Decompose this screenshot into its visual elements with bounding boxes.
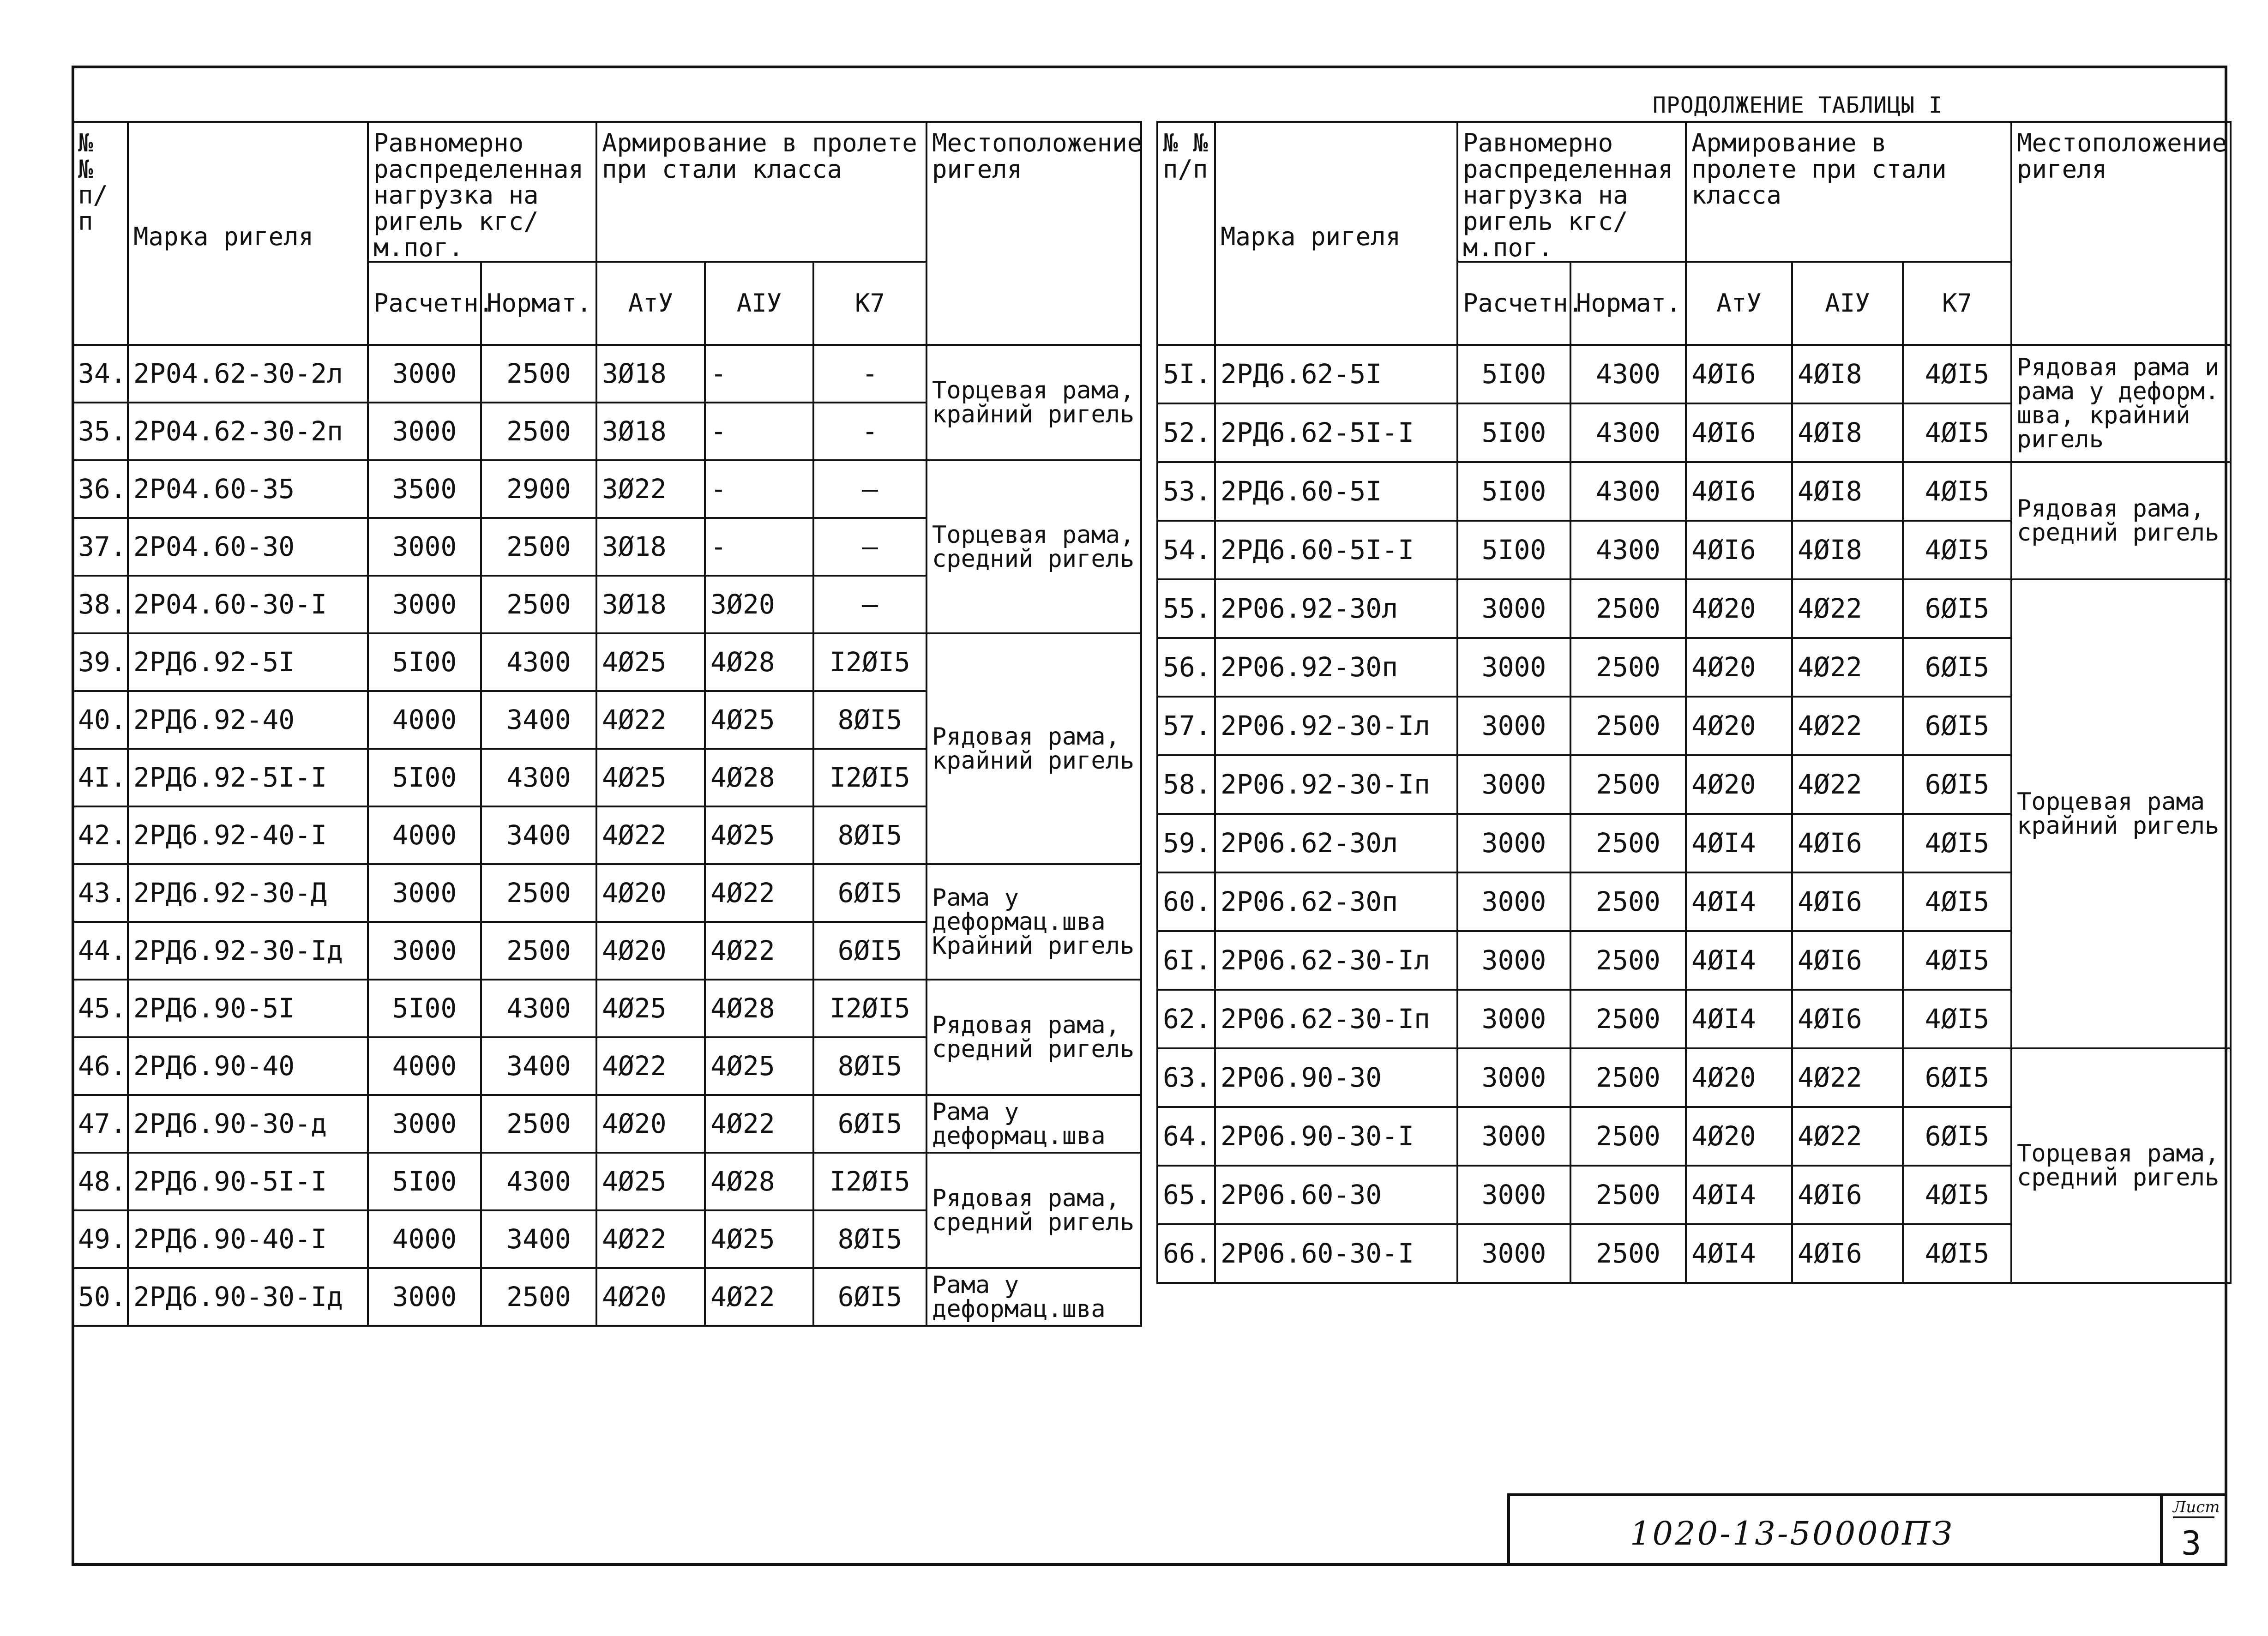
- table-row: [72, 980, 1141, 1037]
- row-number: 65.: [1157, 1166, 1215, 1224]
- row-number: 42.: [72, 806, 128, 864]
- row-number: 43.: [72, 864, 128, 922]
- calc-load: 3000: [368, 922, 481, 980]
- norm-load: 3400: [481, 806, 596, 864]
- rebar-atv: 4Ø20: [596, 1095, 705, 1153]
- beam-mark: 2РД6.90-30-Iд: [128, 1268, 368, 1326]
- beam-mark: 2Р06.90-30-I: [1215, 1107, 1457, 1166]
- norm-load: 2500: [1570, 814, 1686, 872]
- header-norm: Нормат.: [481, 262, 596, 345]
- rebar-aiv: -: [705, 403, 813, 460]
- calc-load: 3000: [368, 1095, 481, 1153]
- table-row: [72, 1095, 1141, 1153]
- row-number: 4I.: [72, 749, 128, 806]
- norm-load: 4300: [481, 633, 596, 691]
- calc-load: 3000: [1457, 872, 1570, 931]
- beam-mark: 2Р04.62-30-2л: [128, 345, 368, 403]
- rebar-atv: 4Ø22: [596, 1210, 705, 1268]
- rebar-k7: 6ØI5: [813, 864, 926, 922]
- row-number: 49.: [72, 1210, 128, 1268]
- rebar-k7: 4ØI5: [1903, 814, 2011, 872]
- beam-mark: 2Р06.62-30-Iп: [1215, 990, 1457, 1048]
- beam-mark: 2РД6.62-5I: [1215, 345, 1457, 403]
- rebar-atv: 4Ø20: [596, 1268, 705, 1326]
- rebar-aiv: 4Ø25: [705, 1037, 813, 1095]
- rebar-k7: 8ØI5: [813, 1210, 926, 1268]
- calc-load: 5I00: [1457, 345, 1570, 403]
- norm-load: 4300: [1570, 345, 1686, 403]
- sheet-label: Лист: [2173, 1498, 2214, 1518]
- row-number: 55.: [1157, 579, 1215, 638]
- rebar-k7: I2ØI5: [813, 633, 926, 691]
- norm-load: 2500: [481, 518, 596, 576]
- location-cell: Торцевая рама, средний ригель: [2011, 1048, 2231, 1283]
- rebar-atv: 4ØI4: [1686, 814, 1792, 872]
- norm-load: 4300: [1570, 403, 1686, 462]
- norm-load: 2500: [1570, 1107, 1686, 1166]
- header-aiv: АIУ: [1792, 262, 1903, 345]
- table-row: [72, 633, 1141, 691]
- calc-load: 3000: [1457, 814, 1570, 872]
- rebar-aiv: 4Ø22: [705, 1095, 813, 1153]
- rebar-atv: 4Ø20: [1686, 1107, 1792, 1166]
- row-number: 38.: [72, 576, 128, 633]
- rebar-k7: —: [813, 518, 926, 576]
- norm-load: 2500: [1570, 990, 1686, 1048]
- norm-load: 2500: [481, 1095, 596, 1153]
- rebar-aiv: 4Ø22: [1792, 1048, 1903, 1107]
- beam-mark: 2Р04.60-30-I: [128, 576, 368, 633]
- beam-mark: 2РД6.92-30-Iд: [128, 922, 368, 980]
- rebar-aiv: 4ØI6: [1792, 1224, 1903, 1283]
- rebar-atv: 4Ø20: [1686, 638, 1792, 697]
- calc-load: 3000: [368, 518, 481, 576]
- rebar-k7: 8ØI5: [813, 1037, 926, 1095]
- beam-mark: 2РД6.90-40-I: [128, 1210, 368, 1268]
- rebar-k7: 6ØI5: [1903, 579, 2011, 638]
- row-number: 46.: [72, 1037, 128, 1095]
- rebar-aiv: 4Ø25: [705, 691, 813, 749]
- rebar-k7: 6ØI5: [813, 922, 926, 980]
- row-number: 56.: [1157, 638, 1215, 697]
- header-load: Равномерно распределенная нагрузка на ригель кгс/м.пог.: [368, 122, 596, 262]
- header-reinforcement: Армирование в пролете при стали класса: [1686, 122, 2011, 262]
- rebar-k7: -: [813, 403, 926, 460]
- row-number: 6I.: [1157, 931, 1215, 990]
- header-calc: Расчетн.: [1457, 262, 1570, 345]
- norm-load: 3400: [481, 691, 596, 749]
- rebar-atv: 4Ø20: [1686, 697, 1792, 755]
- rebar-k7: 6ØI5: [1903, 638, 2011, 697]
- beam-mark: 2Р06.60-30: [1215, 1166, 1457, 1224]
- header-no: № № п/п: [72, 122, 128, 345]
- rebar-aiv: 4ØI8: [1792, 521, 1903, 579]
- rebar-atv: 3Ø18: [596, 403, 705, 460]
- calc-load: 3000: [1457, 697, 1570, 755]
- table-caption: ПРОДОЛЖЕНИЕ ТАБЛИЦЫ I: [1653, 92, 1943, 118]
- row-number: 36.: [72, 460, 128, 518]
- rebar-atv: 4Ø20: [596, 864, 705, 922]
- rebar-aiv: 4ØI6: [1792, 1166, 1903, 1224]
- rebar-aiv: 4Ø22: [705, 864, 813, 922]
- right-table-body: [1157, 345, 2231, 1283]
- header-reinforcement: Армирование в пролете при стали класса: [596, 122, 926, 262]
- calc-load: 3000: [1457, 755, 1570, 814]
- location-cell: Рама у деформац.шва Крайний ригель: [926, 864, 1141, 980]
- norm-load: 2500: [481, 345, 596, 403]
- title-block: [1507, 1493, 2227, 1566]
- header-location: Местоположение ригеля: [2011, 122, 2231, 345]
- beam-mark: 2Р06.62-30л: [1215, 814, 1457, 872]
- sheet-box: [2160, 1496, 2227, 1566]
- rebar-aiv: 4Ø28: [705, 749, 813, 806]
- rebar-k7: —: [813, 576, 926, 633]
- location-cell: Рядовая рама, средний ригель: [926, 980, 1141, 1095]
- location-cell: Торцевая рама, крайний ригель: [926, 345, 1141, 460]
- calc-load: 3000: [1457, 638, 1570, 697]
- calc-load: 5I00: [368, 749, 481, 806]
- rebar-aiv: 3Ø20: [705, 576, 813, 633]
- header-k7: К7: [1903, 262, 2011, 345]
- rebar-atv: 4Ø25: [596, 749, 705, 806]
- norm-load: 3400: [481, 1210, 596, 1268]
- beam-mark: 2Р06.62-30п: [1215, 872, 1457, 931]
- beam-mark: 2Р06.60-30-I: [1215, 1224, 1457, 1283]
- location-cell: Торцевая рама крайний ригель: [2011, 579, 2231, 1048]
- calc-load: 4000: [368, 1210, 481, 1268]
- beam-mark: 2РД6.92-40-I: [128, 806, 368, 864]
- rebar-atv: 4Ø20: [1686, 579, 1792, 638]
- calc-load: 5I00: [368, 633, 481, 691]
- row-number: 62.: [1157, 990, 1215, 1048]
- rebar-k7: 4ØI5: [1903, 462, 2011, 521]
- norm-load: 2500: [481, 864, 596, 922]
- rebar-k7: 4ØI5: [1903, 1224, 2011, 1283]
- rebar-k7: 4ØI5: [1903, 990, 2011, 1048]
- beam-mark: 2РД6.92-5I: [128, 633, 368, 691]
- rebar-k7: I2ØI5: [813, 749, 926, 806]
- rebar-atv: 3Ø22: [596, 460, 705, 518]
- row-number: 57.: [1157, 697, 1215, 755]
- norm-load: 2500: [1570, 1224, 1686, 1283]
- rebar-aiv: 4ØI6: [1792, 872, 1903, 931]
- rebar-atv: 3Ø18: [596, 518, 705, 576]
- beam-mark: 2РД6.62-5I-I: [1215, 403, 1457, 462]
- header-mark: Марка ригеля: [1215, 122, 1457, 345]
- rebar-k7: 6ØI5: [813, 1095, 926, 1153]
- location-cell: Рядовая рама, средний ригель: [2011, 462, 2231, 579]
- rebar-k7: 6ØI5: [1903, 697, 2011, 755]
- norm-load: 2500: [1570, 1048, 1686, 1107]
- beam-mark: 2РД6.60-5I: [1215, 462, 1457, 521]
- row-number: 50.: [72, 1268, 128, 1326]
- header-mark: Марка ригеля: [128, 122, 368, 345]
- calc-load: 5I00: [368, 1153, 481, 1210]
- calc-load: 3000: [1457, 990, 1570, 1048]
- rebar-atv: 3Ø18: [596, 345, 705, 403]
- beam-mark: 2Р06.92-30-Iл: [1215, 697, 1457, 755]
- norm-load: 2500: [1570, 638, 1686, 697]
- norm-load: 2500: [1570, 579, 1686, 638]
- location-cell: Торцевая рама, средний ригель: [926, 460, 1141, 633]
- rebar-aiv: 4Ø22: [705, 1268, 813, 1326]
- rebar-k7: -: [813, 345, 926, 403]
- calc-load: 3000: [368, 1268, 481, 1326]
- header-load: Равномерно распределенная нагрузка на ригель кгс/м.пог.: [1457, 122, 1686, 262]
- rebar-aiv: -: [705, 345, 813, 403]
- rebar-atv: 4Ø25: [596, 980, 705, 1037]
- norm-load: 4300: [481, 980, 596, 1037]
- rebar-aiv: 4Ø22: [1792, 755, 1903, 814]
- beam-mark: 2РД6.60-5I-I: [1215, 521, 1457, 579]
- row-number: 53.: [1157, 462, 1215, 521]
- rebar-aiv: 4Ø25: [705, 806, 813, 864]
- rebar-aiv: 4ØI8: [1792, 462, 1903, 521]
- row-number: 44.: [72, 922, 128, 980]
- rebar-atv: 4Ø25: [596, 1153, 705, 1210]
- calc-load: 5I00: [368, 980, 481, 1037]
- calc-load: 3000: [368, 345, 481, 403]
- rebar-k7: 4ØI5: [1903, 345, 2011, 403]
- left-table: [72, 121, 1142, 1327]
- rebar-atv: 4ØI4: [1686, 1166, 1792, 1224]
- rebar-aiv: 4Ø28: [705, 980, 813, 1037]
- row-number: 52.: [1157, 403, 1215, 462]
- rebar-aiv: 4Ø25: [705, 1210, 813, 1268]
- row-number: 35.: [72, 403, 128, 460]
- beam-mark: 2РД6.92-30-Д: [128, 864, 368, 922]
- calc-load: 3000: [1457, 1107, 1570, 1166]
- row-number: 64.: [1157, 1107, 1215, 1166]
- beam-mark: 2Р04.60-30: [128, 518, 368, 576]
- rebar-aiv: 4ØI6: [1792, 990, 1903, 1048]
- row-number: 40.: [72, 691, 128, 749]
- header-norm: Нормат.: [1570, 262, 1686, 345]
- location-cell: Рядовая рама и рама у деформ. шва, крайний ригель: [2011, 345, 2231, 462]
- norm-load: 2900: [481, 460, 596, 518]
- rebar-k7: 6ØI5: [1903, 1048, 2011, 1107]
- header-no: № № п/п: [1157, 122, 1215, 345]
- table-row: [72, 460, 1141, 518]
- calc-load: 4000: [368, 806, 481, 864]
- table-row: [72, 1268, 1141, 1326]
- rebar-atv: 4Ø22: [596, 806, 705, 864]
- table-row: [72, 864, 1141, 922]
- norm-load: 3400: [481, 1037, 596, 1095]
- row-number: 5I.: [1157, 345, 1215, 403]
- norm-load: 2500: [481, 922, 596, 980]
- beam-mark: 2РД6.90-40: [128, 1037, 368, 1095]
- rebar-k7: 8ØI5: [813, 806, 926, 864]
- row-number: 60.: [1157, 872, 1215, 931]
- left-table-body: [72, 345, 1141, 1326]
- norm-load: 2500: [1570, 931, 1686, 990]
- norm-load: 2500: [1570, 755, 1686, 814]
- beam-mark: 2Р04.62-30-2п: [128, 403, 368, 460]
- rebar-k7: 4ØI5: [1903, 1166, 2011, 1224]
- norm-load: 2500: [481, 1268, 596, 1326]
- location-cell: Рама у деформац.шва: [926, 1268, 1141, 1326]
- beam-mark: 2Р06.92-30-Iп: [1215, 755, 1457, 814]
- table-row: [72, 1153, 1141, 1210]
- calc-load: 4000: [368, 1037, 481, 1095]
- rebar-aiv: 4ØI6: [1792, 931, 1903, 990]
- calc-load: 4000: [368, 691, 481, 749]
- beam-mark: 2Р06.92-30п: [1215, 638, 1457, 697]
- calc-load: 5I00: [1457, 462, 1570, 521]
- beam-mark: 2РД6.90-5I-I: [128, 1153, 368, 1210]
- rebar-aiv: 4Ø22: [1792, 638, 1903, 697]
- rebar-aiv: 4ØI6: [1792, 814, 1903, 872]
- rebar-k7: 4ØI5: [1903, 872, 2011, 931]
- row-number: 54.: [1157, 521, 1215, 579]
- beam-mark: 2РД6.92-5I-I: [128, 749, 368, 806]
- row-number: 66.: [1157, 1224, 1215, 1283]
- calc-load: 3000: [1457, 1224, 1570, 1283]
- norm-load: 2500: [1570, 872, 1686, 931]
- rebar-atv: 4ØI4: [1686, 872, 1792, 931]
- rebar-atv: 4ØI6: [1686, 462, 1792, 521]
- table-row: [72, 345, 1141, 403]
- calc-load: 3500: [368, 460, 481, 518]
- rebar-k7: I2ØI5: [813, 980, 926, 1037]
- calc-load: 5I00: [1457, 403, 1570, 462]
- rebar-aiv: 4Ø22: [1792, 1107, 1903, 1166]
- norm-load: 2500: [481, 403, 596, 460]
- beam-mark: 2Р04.60-35: [128, 460, 368, 518]
- rebar-atv: 4Ø22: [596, 691, 705, 749]
- row-number: 37.: [72, 518, 128, 576]
- row-number: 48.: [72, 1153, 128, 1210]
- calc-load: 3000: [368, 576, 481, 633]
- calc-load: 3000: [1457, 1048, 1570, 1107]
- table-row: [1157, 1048, 2231, 1107]
- norm-load: 2500: [1570, 697, 1686, 755]
- rebar-aiv: 4Ø28: [705, 1153, 813, 1210]
- rebar-k7: —: [813, 460, 926, 518]
- row-number: 39.: [72, 633, 128, 691]
- beam-mark: 2РД6.90-5I: [128, 980, 368, 1037]
- calc-load: 3000: [368, 864, 481, 922]
- norm-load: 4300: [481, 1153, 596, 1210]
- norm-load: 4300: [1570, 521, 1686, 579]
- beam-mark: 2Р06.92-30л: [1215, 579, 1457, 638]
- norm-load: 4300: [481, 749, 596, 806]
- beam-mark: 2Р06.90-30: [1215, 1048, 1457, 1107]
- rebar-k7: I2ØI5: [813, 1153, 926, 1210]
- rebar-atv: 4Ø22: [596, 1037, 705, 1095]
- norm-load: 4300: [1570, 462, 1686, 521]
- header-k7: К7: [813, 262, 926, 345]
- header-atv: АтУ: [1686, 262, 1792, 345]
- beam-mark: 2РД6.92-40: [128, 691, 368, 749]
- rebar-k7: 4ØI5: [1903, 521, 2011, 579]
- rebar-atv: 4ØI6: [1686, 403, 1792, 462]
- rebar-k7: 4ØI5: [1903, 403, 2011, 462]
- row-number: 63.: [1157, 1048, 1215, 1107]
- row-number: 34.: [72, 345, 128, 403]
- calc-load: 5I00: [1457, 521, 1570, 579]
- rebar-atv: 4Ø20: [1686, 755, 1792, 814]
- location-cell: Рядовая рама, крайний ригель: [926, 633, 1141, 864]
- location-cell: Рядовая рама, средний ригель: [926, 1153, 1141, 1268]
- row-number: 47.: [72, 1095, 128, 1153]
- rebar-atv: 4Ø20: [596, 922, 705, 980]
- rebar-atv: 4ØI4: [1686, 990, 1792, 1048]
- norm-load: 2500: [1570, 1166, 1686, 1224]
- rebar-k7: 8ØI5: [813, 691, 926, 749]
- rebar-atv: 4ØI6: [1686, 345, 1792, 403]
- rebar-aiv: 4Ø22: [705, 922, 813, 980]
- calc-load: 3000: [1457, 1166, 1570, 1224]
- rebar-aiv: 4ØI8: [1792, 403, 1903, 462]
- beam-mark: 2РД6.90-30-д: [128, 1095, 368, 1153]
- rebar-k7: 6ØI5: [813, 1268, 926, 1326]
- rebar-k7: 4ØI5: [1903, 931, 2011, 990]
- rebar-atv: 4Ø20: [1686, 1048, 1792, 1107]
- table-row: [1157, 345, 2231, 403]
- rebar-atv: 4ØI4: [1686, 931, 1792, 990]
- norm-load: 2500: [481, 576, 596, 633]
- location-cell: Рама у деформац.шва: [926, 1095, 1141, 1153]
- header-calc: Расчетн.: [368, 262, 481, 345]
- sheet-number: 3: [2181, 1524, 2202, 1563]
- table-row: [1157, 462, 2231, 521]
- calc-load: 3000: [1457, 579, 1570, 638]
- rebar-atv: 4ØI6: [1686, 521, 1792, 579]
- header-aiv: АIУ: [705, 262, 813, 345]
- rebar-aiv: 4Ø22: [1792, 579, 1903, 638]
- calc-load: 3000: [1457, 931, 1570, 990]
- rebar-atv: 4ØI4: [1686, 1224, 1792, 1283]
- rebar-k7: 6ØI5: [1903, 1107, 2011, 1166]
- rebar-atv: 3Ø18: [596, 576, 705, 633]
- row-number: 45.: [72, 980, 128, 1037]
- rebar-aiv: 4Ø28: [705, 633, 813, 691]
- beam-mark: 2Р06.62-30-Iл: [1215, 931, 1457, 990]
- table-row: [1157, 579, 2231, 638]
- rebar-aiv: 4Ø22: [1792, 697, 1903, 755]
- row-number: 58.: [1157, 755, 1215, 814]
- document-code: 1020-13-50000ПЗ: [1630, 1515, 1954, 1552]
- rebar-aiv: -: [705, 460, 813, 518]
- rebar-k7: 6ØI5: [1903, 755, 2011, 814]
- rebar-aiv: -: [705, 518, 813, 576]
- row-number: 59.: [1157, 814, 1215, 872]
- right-table: [1156, 121, 2232, 1284]
- calc-load: 3000: [368, 403, 481, 460]
- rebar-aiv: 4ØI8: [1792, 345, 1903, 403]
- rebar-atv: 4Ø25: [596, 633, 705, 691]
- header-location: Местоположение ригеля: [926, 122, 1141, 345]
- header-atv: АтУ: [596, 262, 705, 345]
